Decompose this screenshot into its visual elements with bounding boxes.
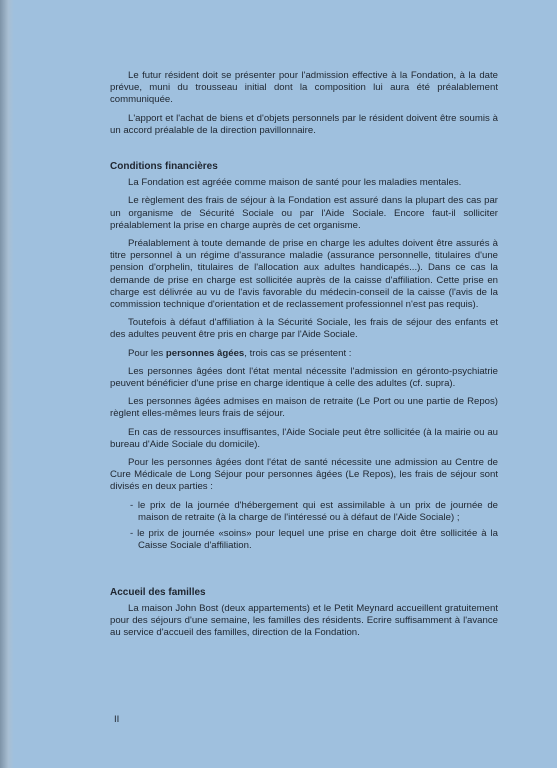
- accueil-heading: Accueil des familles: [110, 586, 206, 598]
- accueil-paragraph-1: La maison John Bost (deux appartements) et le Petit Meynard accueillent gratuitement pour des séjours d'une semaine, les familles des résidents. Ecrire suffisamment à l'avance au service d'accueil des familles, direction de la Fondation.: [110, 602, 498, 639]
- conditions-paragraph-4: Toutefois à défaut d'affiliation à la Sécurité Sociale, les frais de séjour des enfants et des adultes peuvent être pris en charge par l'Aide Sociale.: [110, 317, 498, 341]
- conditions-paragraph-9: Pour les personnes âgées dont l'état de santé nécessite une admission au Centre de Cure Médicale de Long Séjour pour personnes âgées (Le Repos), les frais de séjour sont divisés en deux parties :: [110, 457, 498, 493]
- conditions-paragraph-3: Préalablement à toute demande de prise en charge les adultes doivent être assurés à titre personnel à un régime d'assurance maladie (assurance personnelle, titulaires d'une pension d'orphelin, titulaires de l'allocation aux adultes handicapés...). Dans ce cas la demande de prise en charge est sollicitée auprès de la caisse d'affiliation. Cette prise en charge est délivrée au vu de l'avis favorable du médecin-conseil de la caisse (l'avis de la commission technique d'orientation et de reclassement professionnel n'est pas requis).: [110, 238, 498, 311]
- personnes-agees-bold: personnes âgées: [165, 347, 245, 359]
- p5-after: , trois cas se présentent :: [244, 347, 352, 359]
- conditions-paragraph-8: En cas de ressources insuffisantes, l'Aide Sociale peut être sollicitée (à la mairie ou au bureau d'Aide Sociale du domicile).: [110, 426, 498, 450]
- page-spine-shadow: [0, 0, 14, 768]
- conditions-paragraph-2: Le règlement des frais de séjour à la Fondation est assuré dans la plupart des cas par un organisme de Sécurité Sociale ou par l'Aide Sociale. Encore faut-il solliciter préalablement la prise en charge auprès de cet organisme.: [110, 195, 498, 231]
- conditions-paragraph-6: Les personnes âgées dont l'état mental nécessite l'admission en géronto-psychiatrie peuvent bénéficier d'une prise en charge identique à celle des adultes (cf. supra).: [110, 365, 498, 390]
- document-body: [110, 70, 498, 645]
- intro-paragraph-2: L'apport et l'achat de biens et d'objets personnels par le résident doivent être soumis à un accord préalable de la direction pavillonnaire.: [110, 112, 498, 136]
- intro-paragraph-1: Le futur résident doit se présenter pour l'admission effective à la Fondation, à la date prévue, muni du trousseau initial dont la composition lui aura été préalablement communiquée.: [110, 70, 498, 106]
- conditions-paragraph-7: Les personnes âgées admises en maison de retraite (Le Port ou une partie de Repos) règlent elles-mêmes leurs frais de séjour.: [110, 396, 498, 420]
- conditions-heading: Conditions financières: [110, 161, 218, 173]
- conditions-paragraph-1: La Fondation est agréée comme maison de santé pour les maladies mentales.: [128, 177, 462, 189]
- conditions-paragraph-5: [110, 348, 498, 360]
- p5-before: Pour les: [128, 347, 166, 359]
- bullet-hebergement: - le prix de la journée d'hébergement qui est assimilable à un prix de journée de maison de retraite (à la charge de l'intéressé ou à défaut de l'Aide Sociale) ;: [130, 499, 498, 523]
- page-number: II: [114, 714, 120, 725]
- bullet-soins: - le prix de journée «soins» pour lequel une prise en charge doit être sollicitée à la Caisse Sociale d'affiliation.: [130, 528, 498, 552]
